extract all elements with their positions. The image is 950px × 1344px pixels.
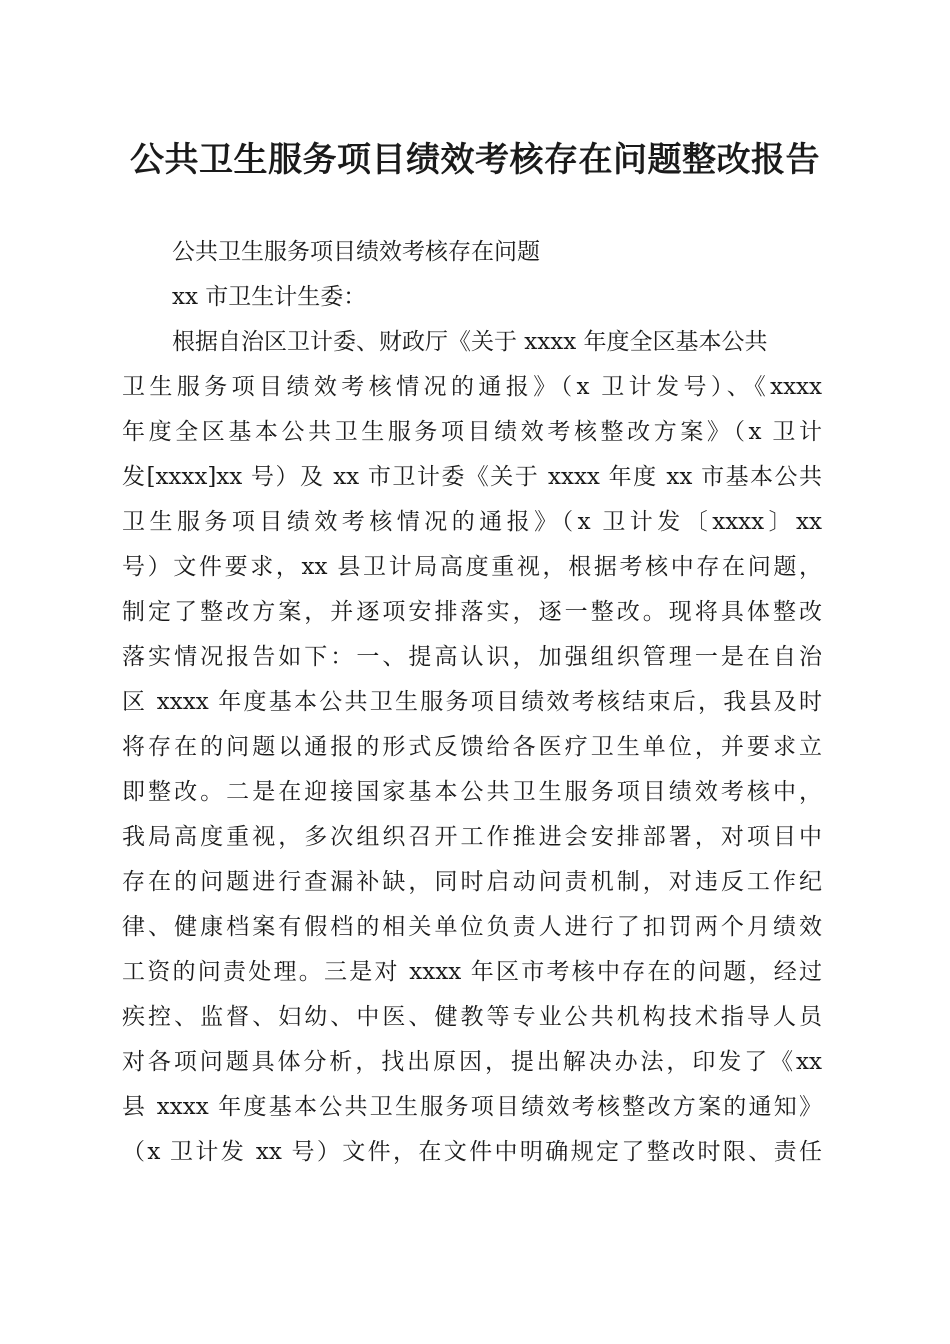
- body-line: 县 xxxx 年度基本公共卫生服务项目绩效考核整改方案的通知》: [122, 1094, 822, 1120]
- document-subtitle: 公共卫生服务项目绩效考核存在问题: [172, 239, 540, 265]
- body-line: （x 卫计发 xx 号）文件，在文件中明确规定了整改时限、责任: [122, 1139, 822, 1165]
- body-line: 对各项问题具体分析，找出原因，提出解决办法，印发了《xx: [122, 1049, 822, 1075]
- body-line: 年度全区基本公共卫生服务项目绩效考核整改方案》（x 卫计: [122, 419, 822, 445]
- body-line: 卫生服务项目绩效考核情况的通报》（x 卫计发〔xxxx〕xx: [122, 509, 822, 535]
- body-line: 将存在的问题以通报的形式反馈给各医疗卫生单位，并要求立: [122, 734, 822, 760]
- body-line: 落实情况报告如下：一、提高认识，加强组织管理一是在自治: [122, 644, 822, 670]
- body-line: 根据自治区卫计委、财政厅《关于 xxxx 年度全区基本公共: [172, 329, 768, 355]
- body-line: 存在的问题进行查漏补缺，同时启动问责机制，对违反工作纪: [122, 869, 822, 895]
- body-line: 发[xxxx]xx 号）及 xx 市卫计委《关于 xxxx 年度 xx 市基本公共: [122, 464, 822, 490]
- addressee: xx 市卫生计生委：: [172, 284, 367, 310]
- body-line: 号）文件要求，xx 县卫计局高度重视，根据考核中存在问题，: [122, 554, 822, 580]
- body-line: 律、健康档案有假档的相关单位负责人进行了扣罚两个月绩效: [122, 914, 822, 940]
- body-line: 区 xxxx 年度基本公共卫生服务项目绩效考核结束后，我县及时: [122, 689, 822, 715]
- body-line: 工资的问责处理。三是对 xxxx 年区市考核中存在的问题，经过: [122, 959, 822, 985]
- body-line: 即整改。二是在迎接国家基本公共卫生服务项目绩效考核中，: [122, 779, 822, 805]
- body-line: 制定了整改方案，并逐项安排落实，逐一整改。现将具体整改: [122, 599, 822, 625]
- body-line: 我局高度重视，多次组织召开工作推进会安排部署，对项目中: [122, 824, 822, 850]
- body-line: 卫生服务项目绩效考核情况的通报》（x 卫计发号）、《xxxx: [122, 374, 822, 400]
- document-title: 公共卫生服务项目绩效考核存在问题整改报告: [130, 140, 820, 180]
- body-line: 疾控、监督、妇幼、中医、健教等专业公共机构技术指导人员: [122, 1004, 822, 1030]
